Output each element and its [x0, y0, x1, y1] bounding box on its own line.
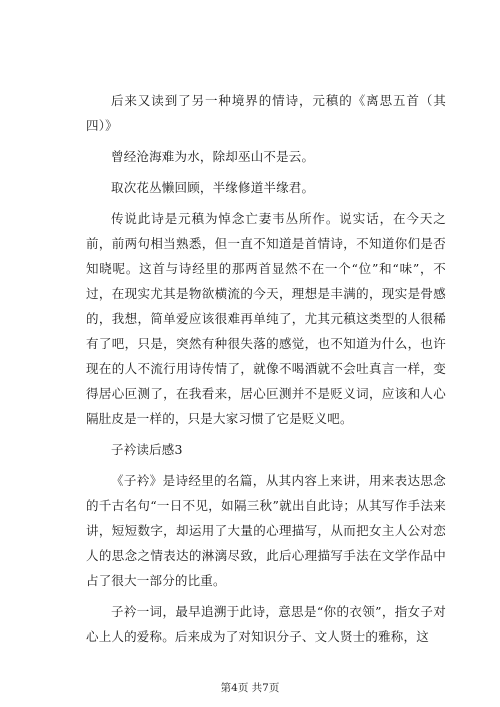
paragraph-zijin-meaning: 子衿一词，最早追溯于此诗，意思是“你的衣领”，指女子对心上人的爱称。后来成为了对知识分子、文人贤士的雅称，这	[86, 604, 446, 644]
paragraph-poem-intro: 后来又读到了另一种境界的情诗，元稹的《离思五首（其四）》	[86, 93, 446, 133]
paragraph-poem-line-2: 取次花丛懒回顾，半缘修道半缘君。	[111, 180, 315, 195]
paragraph-poem-line-1: 曾经沧海难为水，除却巫山不是云。	[111, 149, 315, 164]
paragraph-commentary: 传说此诗是元稹为悼念亡妻韦丛所作。说实话，在今天之前，前两句相当熟悉，但一直不知道是首情诗，不知道你们是否知晓呢。这首与诗经里的那两首显然不在一个“位”和“味”，不过，在现实尤其是物欲横流的今天，理想是丰满的，现实是骨感的，我想，简单爱应该很难再单纯了，尤其元稹这类型的人很稀有了吧，只是，突然有种很失落的感觉，也不知道为什么，也许现在的人不流行用诗传情了，就像不喝酒就不会吐真言一样，变得居心叵测了，在我看来，居心叵测并不是贬义词，应该和人心隔肚皮是一样的，只是大家习惯了它是贬义吧。	[86, 211, 446, 426]
paragraph-zijin-analysis: 《子衿》是诗经里的名篇，从其内容上来讲，用来表达思念的千古名句“一日不见，如隔三秋”就出自此诗；从其写作手法来讲，短短数字，却运用了大量的心理描写，从而把女主人公对恋人的思念之情表达的淋漓尽致，此后心理描写手法在文学作品中占了很大一部分的比重。	[86, 473, 446, 588]
page-footer: 第4页 共7页	[220, 682, 280, 694]
section-heading: 子衿读后感3	[111, 442, 183, 457]
document-body	[86, 88, 446, 649]
